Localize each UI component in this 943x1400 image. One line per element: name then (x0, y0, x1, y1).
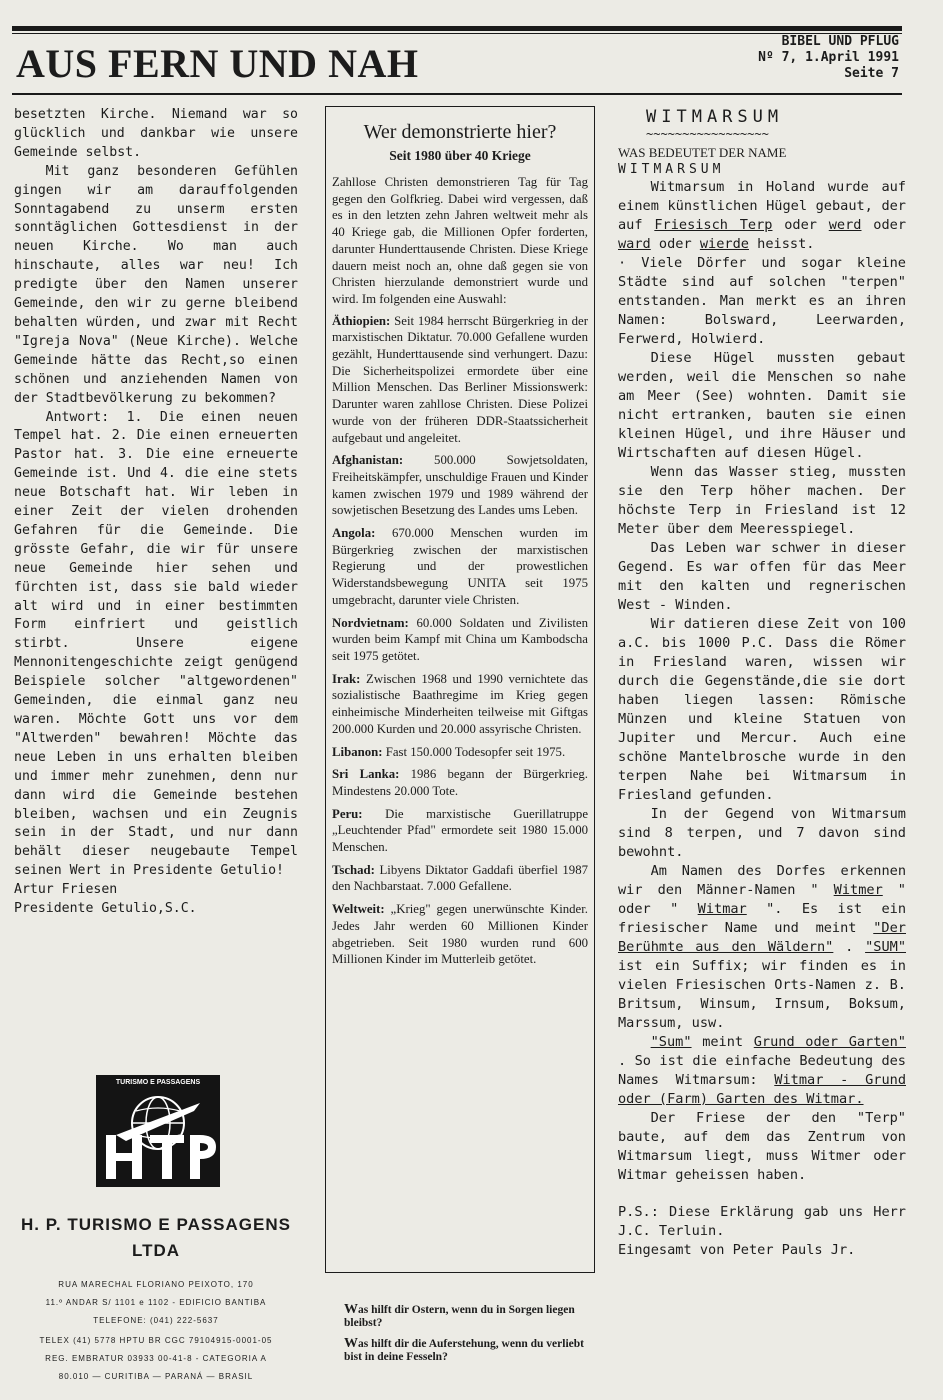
article-paragraph: Antwort: 1. Die einen neuen Tempel hat. 2. Die einen erneuerten Pastor hat. 3. Die eine erneuerte Gemeinde ist. Und 4. die eine stets neue Botschaft hat. Wir leben in einer Zeit der vielen drohenden Gefahren für die Gemeinde. Die grösste Gefahr, die wir für unsere neue Gemeinde hier sehen und fürchten ist, dass sie bald wieder alt wird und in einer bestimmten Form einfriert und geistlich stirbt. Unsere eigene Mennonitengeschichte zeigt genügend Beispiele solcher "altgewordenen" Gemeinden, die einmal ganz neu waren. Möchte Gott uns vor dem "Altwerden" bewahren! Möchte das neue Leben in uns erhalten bleiben und immer mehr zunehmen, denn nur dann wird die Gemeinde bestehen bleiben, wachsen und ein Zeugnis sein in der Stadt, und nur dann behält dieser neugebaute Tempel seinen Wert in Presidente Getulio! (14, 409, 298, 879)
underlined-term: werd (828, 217, 862, 233)
article-paragraph: besetzten Kirche. Niemand war so glücklich und dankbar wie unsere Gemeinde selbst. (14, 107, 298, 160)
underlined-term: Witmer (833, 882, 883, 898)
war-entry-text: 60.000 Soldaten und Zivilisten wurden beim Kampf mit China um Kambodscha seit 1975 getötet. (332, 615, 588, 663)
text: heisst. (748, 236, 815, 252)
witmarsum-paragraph: Das Leben war schwer in dieser Gegend. Es war offen für das Meer mit den kalten und regnerischen West - Winden. (618, 540, 906, 613)
text: meint (691, 1034, 754, 1050)
war-entry-label: Weltweit: (332, 902, 385, 917)
war-entry-text: Die marxistische Guerillatruppe „Leuchtender Pfad" ermordete seit 1980 15.000 Menschen. (332, 806, 588, 855)
war-entry (332, 452, 588, 519)
witmarsum-paragraph: Wir datieren diese Zeit von 100 a.C. bis 1000 P.C. Dass die Römer in Friesland waren, wissen wir durch die Gegenstände,die sie dort haben liegen lassen: Römische Münzen und kleine Statuen von Jupiter und Mercur. Auch eine schöne Mantelbrosche wurde in den terpen Nahe bei Witmarsum in Friesland gefunden. (618, 616, 906, 803)
drop-letter: W (344, 1302, 358, 1317)
underlined-term: "Sum" (650, 1034, 692, 1050)
box-intro: Zahllose Christen demonstrieren Tag für Tag gegen den Golfkrieg. Dabei wird vergessen, daß es in den letzten zehn Jahren weltweit mehr als 40 Kriege gab, die Millionen Opfer forderten, darunter Hunderttausende Christen. Diese Kriege dauern meist noch an, ohne daß gegen sie von Christen hierzulande demonstriert wurde und wird. Im folgenden eine Auswahl: (332, 175, 588, 306)
underlined-term: "SUM" (865, 939, 906, 955)
war-entry-label: Äthiopien: (332, 313, 391, 328)
telex-line: TELEX (41) 5778 HPTU BR CGC 79104915-0001-05 (39, 1336, 273, 1345)
war-entry-label: Angola: (332, 526, 376, 541)
witmarsum-paragraph (618, 1033, 906, 1109)
witmarsum-paragraph: In der Gegend von Witmarsum sind 8 terpen, und 7 davon sind bewohnt. (618, 806, 906, 860)
easter-question-1 (344, 1304, 594, 1329)
text: Am Namen des Dorfes erkennen wir den Männer-Namen " (618, 863, 906, 898)
text: . (833, 939, 866, 955)
travel-agency-logo (96, 1075, 220, 1187)
underlined-term: Grund oder Garten" (753, 1034, 906, 1050)
page-title: AUS FERN UND NAH (16, 41, 419, 86)
registration-line: REG. EMBRATUR 03933 00-41-8 - CATEGORIA A (45, 1354, 267, 1363)
war-entry (332, 862, 588, 895)
war-entry-text: „Krieg" gegen unerwünschte Kinder. Jedes Jahr werden 60 Millionen Kinder abgetrieben. Seit 1980 wurden rund 600 Millionen Kinder im Mutterleib getötet. (332, 902, 588, 967)
war-entry-text: Libyens Diktator Gaddafi überfiel 1987 den Nachbarstaat. 7.000 Gefallene. (332, 862, 588, 894)
issue-date: Nº 7, 1.April 1991 (758, 50, 899, 65)
underlined-term: Witmar - Grund oder (Farm) Garten des Witmar. (618, 1072, 906, 1107)
box-title: Wer demonstrierte hier? (363, 121, 557, 143)
war-entry (332, 525, 588, 609)
text: ist ein Suffix; wir finden es in vielen Friesischen Orts-Namen z. B. Britsum, Winsum, Irnsum, Boksum, Marssum, usw. (618, 958, 906, 1031)
war-entry (332, 671, 588, 738)
witmarsum-paragraph: Diese Hügel mussten gebaut werden, weil die Menschen so nahe am Meer (See) wohnten. Damit sie nicht ertranken, bauten sie einen kleinen Hügel, und ihre Häuser und Wirtschaften auf diesen Hügel. (618, 350, 906, 461)
war-entry-text: 1986 begann der Bürgerkrieg. Mindestens 20.000 Tote. (332, 767, 588, 798)
war-list-box (325, 106, 595, 1273)
company-address (14, 1276, 298, 1386)
address-line: RUA MARECHAL FLORIANO PEIXOTO, 170 (58, 1280, 254, 1289)
witmarsum-question: WAS BEDEUTET DER NAME (618, 145, 787, 160)
author-name: Artur Friesen (14, 882, 118, 898)
article-column-1 (14, 106, 298, 919)
war-entry (332, 615, 588, 665)
war-entry (332, 901, 588, 968)
text: . So ist die einfache Bedeutung des Names Witmarsum: (618, 1053, 906, 1088)
war-entry-label: Irak: (332, 671, 361, 686)
author-place: Presidente Getulio,S.C. (14, 901, 197, 917)
column-rule-right (610, 93, 902, 95)
easter-question-2 (344, 1338, 594, 1363)
text: oder (861, 217, 906, 233)
war-entry (332, 766, 588, 799)
city-line: 80.010 — CURITIBA — PARANÁ — BRASIL (58, 1372, 254, 1381)
war-entry-label: Peru: (332, 806, 363, 821)
publication-name: BIBEL UND PFLUG (781, 34, 899, 49)
underlined-term: "Der Berühmte aus den Wäldern" (618, 920, 906, 955)
underlined-term: Friesisch Terp (654, 217, 773, 233)
submitted-by: Eingesamt von Peter Pauls Jr. (618, 1242, 856, 1258)
underlined-term: wierde (699, 236, 749, 252)
witmarsum-paragraph (618, 862, 906, 1033)
witmarsum-paragraph: Wenn das Wasser stieg, mussten sie den Terp höher machen. Der höchste Terp in Friesland ist 12 Meter über dem Meeresspiegel. (618, 464, 906, 537)
war-entry (332, 806, 588, 856)
text: oder (772, 217, 829, 233)
drop-letter: W (344, 1336, 358, 1351)
phone-line: TELEFONE: (041) 222-5637 (93, 1316, 219, 1325)
witmarsum-paragraph (618, 178, 906, 254)
text: " oder " (618, 882, 906, 917)
war-entry-text: Fast 150.000 Todesopfer seit 1975. (382, 744, 566, 759)
witmarsum-question-name: WITMARSUM (618, 162, 725, 177)
witmarsum-paragraph: · Viele Dörfer und sogar kleine Städte sind auf solchen "terpen" entstanden. Man merkt es an ihren Namen: Bolsward, Leerwarden, Ferwerd, Holwierd. (618, 255, 906, 347)
page-number: Seite 7 (844, 66, 899, 81)
company-name-line1: H. P. TURISMO E PASSAGENS (21, 1215, 291, 1234)
question-text: as hilft dir die Auferstehung, wenn du verliebt bist in deine Fesseln? (344, 1338, 584, 1363)
war-entry (332, 313, 588, 447)
article-paragraph: Mit ganz besonderen Gefühlen gingen wir am darauffolgenden Sonntagabend zu unserm ersten sonntäglichen Gottesdienst in der neuen Kirche. Wo man auch hinschaute, alles war neu! Ich predigte über den Namen unserer Gemeinde, den wir zu gerne bleibend behalten würden, und zwar mit Recht "Igreja Nova" (Neue Kirche). Welche Gemeinde hätte das Recht,so einen schönen und anziehenden Namen von der Stadtbevölkerung zu bekommen? (14, 163, 298, 406)
issue-info (758, 34, 899, 82)
box-subtitle: Seit 1980 über 40 Kriege (389, 148, 531, 163)
underlined-term: ward (618, 236, 651, 252)
question-text: as hilft dir Ostern, wenn du in Sorgen liegen bleibst? (344, 1304, 575, 1329)
war-entry-text: Zwischen 1968 und 1990 vernichtete das sozialistische Baathregime im Krieg gegen einheimische Minderheiten teilweise mit Giftgas 200.000 Kurden und 20.000 assyrische Christen. (332, 671, 588, 736)
postscript: P.S.: Diese Erklärung gab uns Herr J.C. Terluin. (618, 1204, 906, 1239)
war-entry-label: Libanon: (332, 744, 383, 759)
witmarsum-column (618, 106, 906, 1260)
company-name (14, 1212, 298, 1264)
witmarsum-paragraph: Der Friese der den "Terp" baute, auf dem das Zentrum von Witmarsum liegt, muss Witmer oder Witmar geheissen haben. (618, 1110, 906, 1183)
text: Witmarsum in Holand wurde auf einem künstlichen Hügel gebaut, der auf (618, 179, 906, 233)
war-entry-text: 500.000 Sowjetsoldaten, Freiheitskämpfer, unschuldige Frauen und Kinder kamen zwischen 1979 und 1989 während der sowjetischen Besetzung des Landes ums Leben. (332, 453, 588, 518)
witmarsum-title: WITMARSUM (646, 107, 784, 127)
war-entry-text: 670.000 Menschen wurden im Bürgerkrieg zwischen der marxistischen Regierung und der prowestlichen Widerstandsbewegung UNITA seit 1975 umgebracht, darunter viele Christen. (332, 526, 588, 607)
underlined-term: Witmar (697, 901, 747, 917)
war-entry (332, 744, 588, 761)
war-entry-label: Sri Lanka: (332, 767, 400, 782)
text: oder (650, 236, 700, 252)
war-entry-text: Seit 1984 herrscht Bürgerkrieg in der marxistischen Diktatur. 70.000 Gefallene wurden gezählt, Hunderttausende sind verhungert. Dazu: Die Sicherheitspolizei ermordete über eine Million Menschen. Das Berliner Missionswerk: Darunter waren zahllose Christen. Diese Polizei wurde von der früheren DDR-Staatssicherheit aufgebaut und angeleitet. (332, 313, 588, 445)
logo-caption: TURISMO E PASSAGENS (115, 1079, 201, 1086)
war-entry-label: Nordvietnam: (332, 615, 409, 630)
text: ". Es ist ein friesischer Name und meint (618, 901, 907, 936)
war-entry-label: Tschad: (332, 862, 375, 877)
title-underline: ~~~~~~~~~~~~~~~~~ (646, 127, 769, 141)
company-name-line2: LTDA (131, 1241, 181, 1260)
address-line: 11.º ANDAR S/ 1101 e 1102 - EDIFICIO BANTIBA (45, 1298, 267, 1307)
header-rule-top (12, 26, 902, 31)
war-entry-label: Afghanistan: (332, 453, 404, 468)
